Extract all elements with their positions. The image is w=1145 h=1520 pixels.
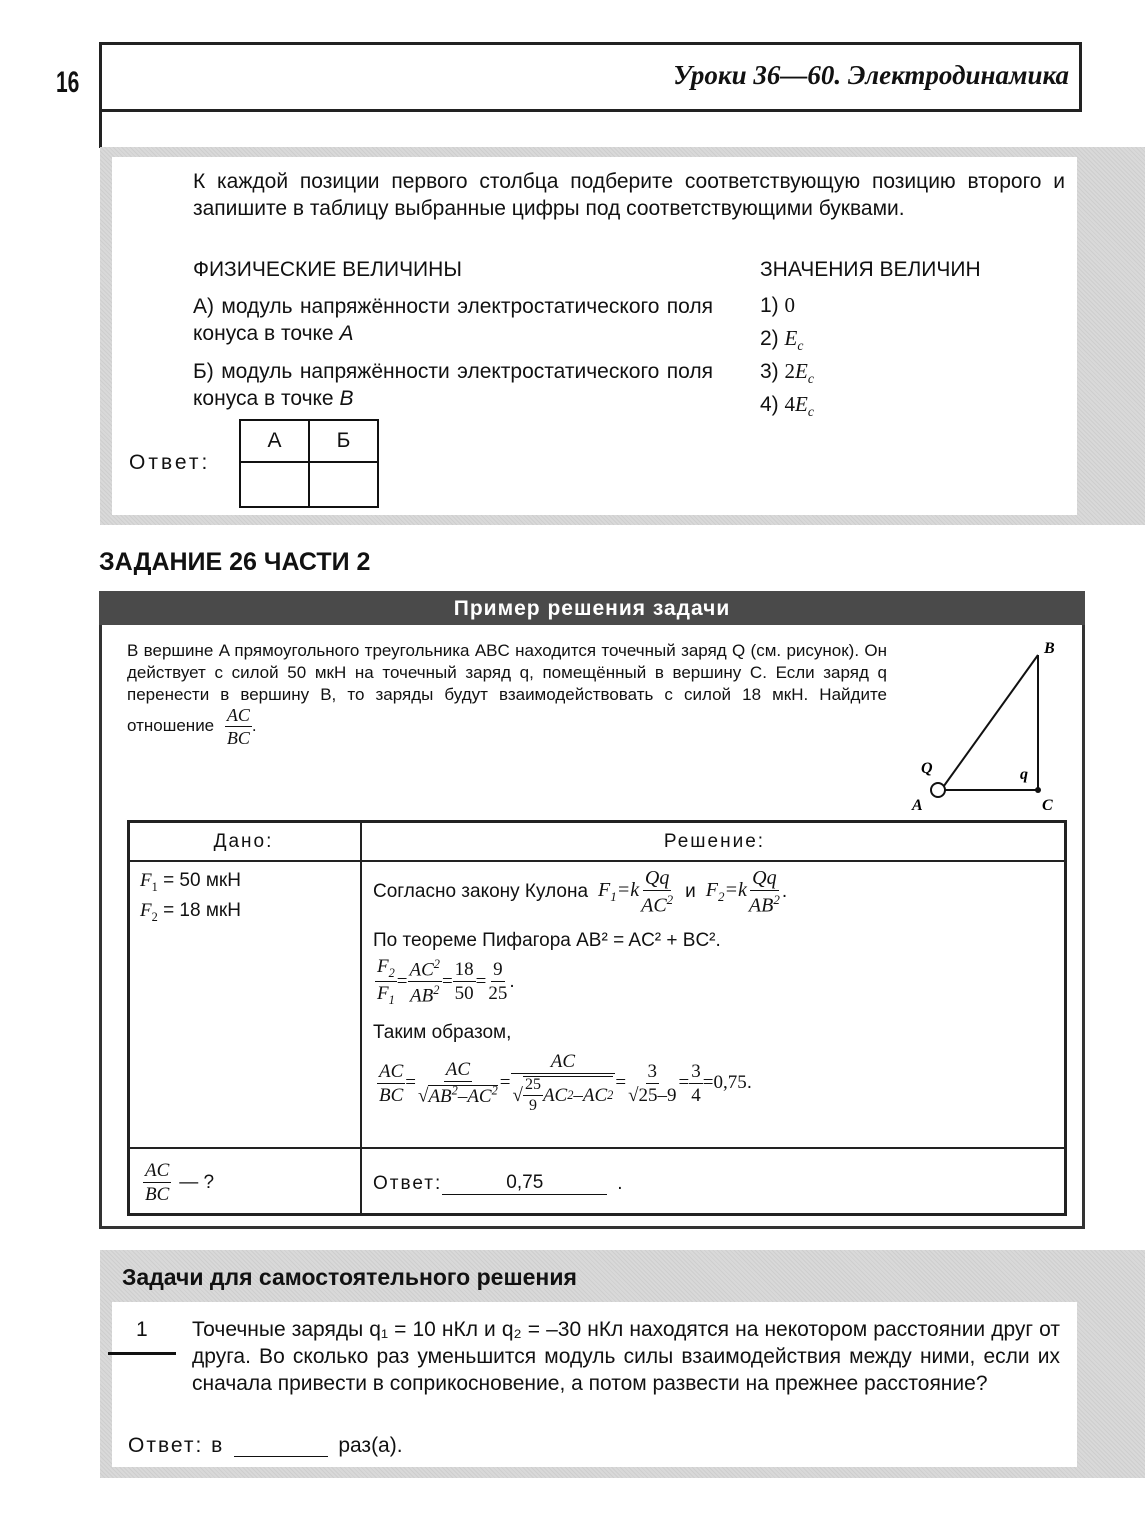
given-f2: $F_2 = 18$ мкН xyxy=(140,899,241,924)
values-list xyxy=(760,293,814,425)
quantity-b-point: B xyxy=(339,387,354,410)
value-3: 3) $2E_c$ xyxy=(760,359,814,387)
solution-header: Решение: xyxy=(663,831,766,852)
problem-ratio: $\frac{AC}{BC}$ xyxy=(226,705,250,748)
sol-coulomb: Согласно закону Кулона $F_1=k$ $\frac{Qq}{AC^2}$ и $F_2=k$ $\frac{Qq}{AB^2}$ . xyxy=(373,867,788,917)
answer-cell-b[interactable] xyxy=(309,462,378,507)
example-answer-value: 0,75 xyxy=(442,1172,607,1195)
value-2: 2) $E_c$ xyxy=(760,326,804,354)
label-q-big: Q xyxy=(921,760,933,777)
task25-instruction: К каждой позиции первого столбца подберите соответствующую позицию второго и запишите в таблицу выбранные цифры под соответствующими буквами. xyxy=(193,170,1065,220)
charge-q-small xyxy=(1035,787,1041,793)
value-4: 4) $4E_c$ xyxy=(760,392,814,420)
sol-thus: Таким образом, xyxy=(373,1022,512,1043)
label-c: C xyxy=(1042,797,1053,814)
problem-number: 1 xyxy=(136,1318,148,1341)
self-study-problem: Точечные заряды q₁ = 10 нКл и q₂ = –30 нКл находятся на некотором расстоянии друг от друга. Во сколько раз уменьшится модуль силы взаимодействия между ними, если их сначала привести в соприкосновение, а потом развести на прежнее расстояние? xyxy=(192,1318,1060,1395)
charge-q-big xyxy=(931,783,945,797)
table-vdivider xyxy=(360,820,362,1216)
quantity-a-letter: А) xyxy=(193,295,214,318)
example-answer: Ответ: 0,75 . xyxy=(373,1172,623,1194)
page-number: 16 xyxy=(56,66,80,99)
given-header: Дано: xyxy=(213,831,274,852)
find-cell: $\frac{AC}{BC}$ — ? xyxy=(145,1160,215,1205)
table-hdivider-2 xyxy=(127,1147,1067,1149)
given-list xyxy=(140,869,241,929)
self-study-answer-field[interactable] xyxy=(234,1436,328,1457)
sol-ratio: $\frac{F_2}{F_1}$ = $\frac{AC^2}{AB^2}$ = $\frac{18}{50}$ = $\frac{9}{25}$ . xyxy=(377,956,515,1007)
label-q-small: q xyxy=(1020,766,1028,783)
label-a: A xyxy=(912,797,923,814)
sol-pythagoras: По теореме Пифагора AB² = AC² + BC². xyxy=(373,930,721,951)
quantity-a xyxy=(193,293,713,347)
label-b: B xyxy=(1044,640,1055,657)
problem-body: В вершине A прямоугольного треугольника ABC находится точечный заряд Q (см. рисунок). Он действует с силой 50 мкН на точечный заряд q, помещённый в вершину C. Если заряд q перенести в вершину B, то заряды будут взаимодействовать с силой 18 мкН. Найдите отношение xyxy=(127,641,887,735)
self-study-answer: Ответ: в раз(а). xyxy=(128,1434,403,1457)
answer-cell-a[interactable] xyxy=(240,462,309,507)
answer-col-a: А xyxy=(240,420,309,462)
problem-text: В вершине A прямоугольного треугольника ABC находится точечный заряд Q (см. рисунок). Он действует с силой 50 мкН на точечный заряд q, помещённый в вершину C. Если заряд q перенести в вершину B, то заряды будут взаимодействовать с силой 18 мкН. Найдите отношение $\frac{AC}{BC}$ . xyxy=(127,641,887,748)
sol-final: $\frac{AC}{BC}$ = $\frac{AC}{√AB^2-AC^2}$ = AC √ $\frac{25}{9}$ AC 2 –AC 2 = $\frac{3}{√25-9}$ = $\frac{3}{4}$ = 0,75 . xyxy=(379,1051,752,1114)
answer-col-b: Б xyxy=(309,420,378,462)
col1-header: ФИЗИЧЕСКИЕ ВЕЛИЧИНЫ xyxy=(193,258,462,281)
header-left-rule xyxy=(99,112,102,148)
quantity-a-point: A xyxy=(339,322,354,345)
task26-heading: ЗАДАНИЕ 26 ЧАСТИ 2 xyxy=(99,548,371,576)
table-hdivider-1 xyxy=(127,860,1067,862)
self-study-title: Задачи для самостоятельного решения xyxy=(122,1264,577,1290)
task25-answer-label: Ответ: xyxy=(129,451,211,474)
task25-answer-table xyxy=(239,419,379,508)
triangle-figure xyxy=(905,633,1075,818)
quantity-b xyxy=(193,358,713,412)
col2-header: ЗНАЧЕНИЯ ВЕЛИЧИН xyxy=(760,258,981,281)
quantity-a-text: модуль напряжённости электростатического поля конуса в точке xyxy=(193,295,713,345)
quantity-b-text: модуль напряжённости электростатического поля конуса в точке xyxy=(193,360,713,410)
value-1: 1) 0 xyxy=(760,293,796,317)
example-title: Пример решения задачи xyxy=(453,597,731,620)
given-f1: $F_1 = 50$ мкН xyxy=(140,870,241,894)
problem-number-rule xyxy=(108,1352,176,1355)
section-title: Уроки 36—60. Электродинамика xyxy=(673,60,1069,90)
quantity-b-letter: Б) xyxy=(193,360,214,383)
